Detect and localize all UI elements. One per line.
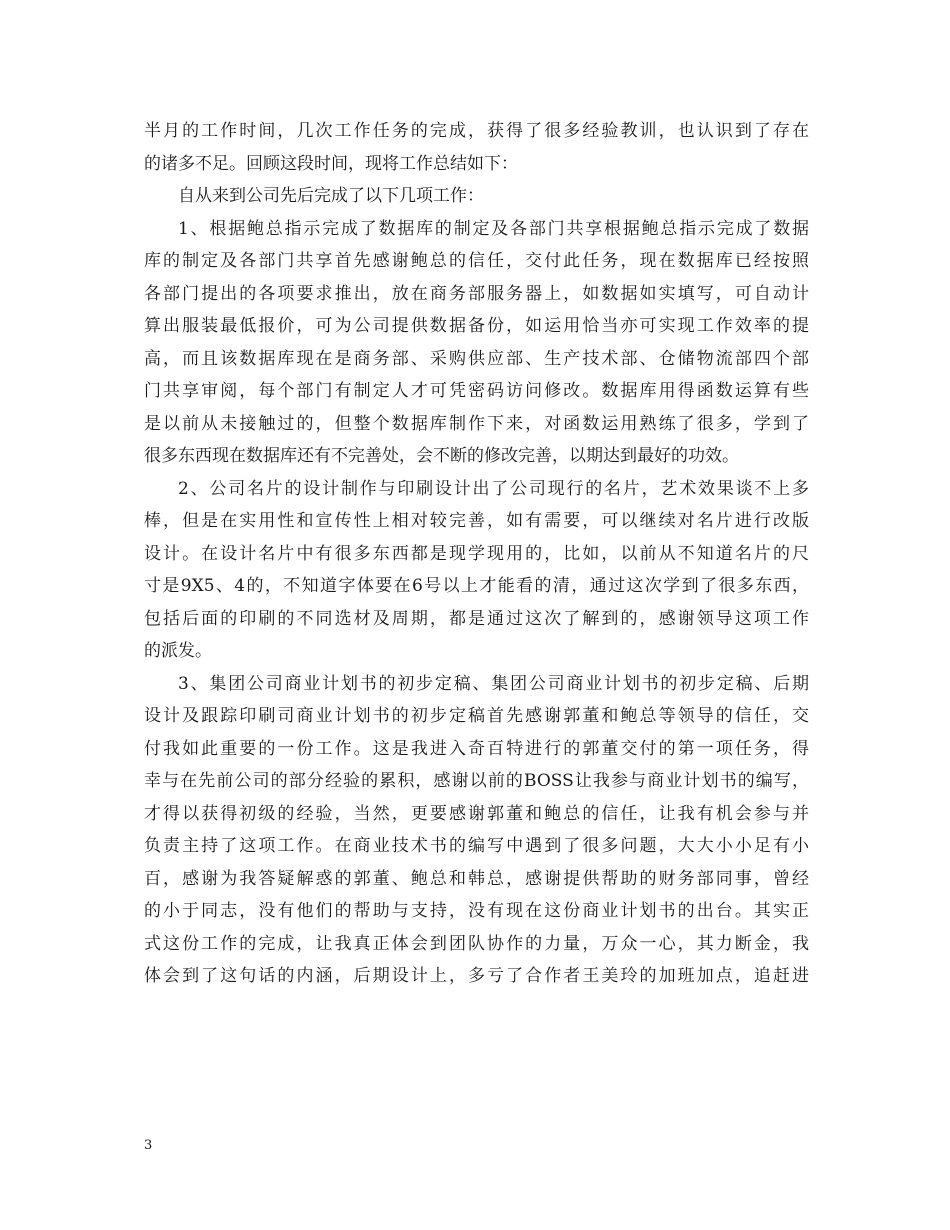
text-line: 高，而且该数据库现在是商务部、采购供应部、生产技术部、仓储物流部四个部 — [144, 348, 809, 369]
text-line: 门共享审阅，每个部门有制定人才可凭密码访问修改。数据库用得函数运算有些 — [144, 381, 809, 401]
text-line: 包括后面的印刷的不同选材及周期，都是通过这次了解到的，感谢领导这项工作 — [144, 608, 809, 629]
text-line: 很多东西现在数据库还有不完善处，会不断的修改完善，以期达到最好的功效。 — [144, 446, 739, 466]
text-line: 体会到了这句话的内涵，后期设计上，多亏了合作者王美玲的加班加点，追赶进 — [144, 966, 809, 986]
text-line: 付我如此重要的一份工作。这是我进入奇百特进行的郭董交付的第一项任务，得 — [144, 738, 809, 759]
text-line: 式这份工作的完成，让我真正体会到团队协作的力量，万众一心，其力断金，我 — [144, 933, 809, 954]
text-line: 负责主持了这项工作。在商业技术书的编写中遇到了很多问题，大大小小足有小 — [144, 836, 809, 856]
text-line: 的小于同志，没有他们的帮助与支持，没有现在这份商业计划书的出台。其实正 — [144, 901, 809, 921]
document-body — [144, 115, 809, 993]
text-line: 是以前从未接触过的，但整个数据库制作下来，对函数运用熟练了很多，学到了 — [144, 413, 809, 434]
text-line: 各部门提出的各项要求推出，放在商务部服务器上，如数据如实填写，可自动计 — [144, 283, 809, 304]
text-line: 1、根据鲍总指示完成了数据库的制定及各部门共享根据鲍总指示完成了数据 — [178, 218, 809, 239]
text-line: 自从来到公司先后完成了以下几项工作： — [178, 186, 484, 206]
text-line: 3、集团公司商业计划书的初步定稿、集团公司商业计划书的初步定稿、后期 — [178, 673, 809, 694]
text-line: 才得以获得初级的经验，当然，更要感谢郭董和鲍总的信任，让我有机会参与并 — [144, 803, 809, 824]
text-line: 设计。在设计名片中有很多东西都是现学现用的，比如，以前从不知道名片的尺 — [144, 543, 809, 564]
text-line: 库的制定及各部门共享首先感谢鲍总的信任，交付此任务，现在数据库已经按照 — [144, 251, 809, 271]
text-line: 设计及跟踪印刷司商业计划书的初步定稿首先感谢郭董和鲍总等领导的信任，交 — [144, 706, 809, 726]
text-line: 半月的工作时间，几次工作任务的完成，获得了很多经验教训，也认识到了存在 — [144, 121, 809, 141]
text-line: 的诸多不足。回顾这段时间，现将工作总结如下： — [144, 153, 518, 174]
text-line: 的派发。 — [144, 641, 212, 661]
text-line: 寸是9X5、4的，不知道字体要在6号以上才能看的清，通过这次学到了很多东西， — [144, 576, 809, 596]
text-line: 棒，但是在实用性和宣传性上相对较完善，如有需要，可以继续对名片进行改版 — [144, 511, 809, 531]
text-line: 百，感谢为我答疑解惑的郭董、鲍总和韩总，感谢提供帮助的财务部同事，曾经 — [144, 868, 809, 889]
text-line: 幸与在先前公司的部分经验的累积，感谢以前的BOSS让我参与商业计划书的编写， — [144, 771, 809, 791]
text-line: 算出服装最低报价，可为公司提供数据备份，如运用恰当亦可实现工作效率的提 — [144, 316, 809, 336]
page-number: 3 — [144, 1138, 153, 1153]
text-line: 2、公司名片的设计制作与印刷设计出了公司现行的名片，艺术效果谈不上多 — [178, 478, 809, 499]
